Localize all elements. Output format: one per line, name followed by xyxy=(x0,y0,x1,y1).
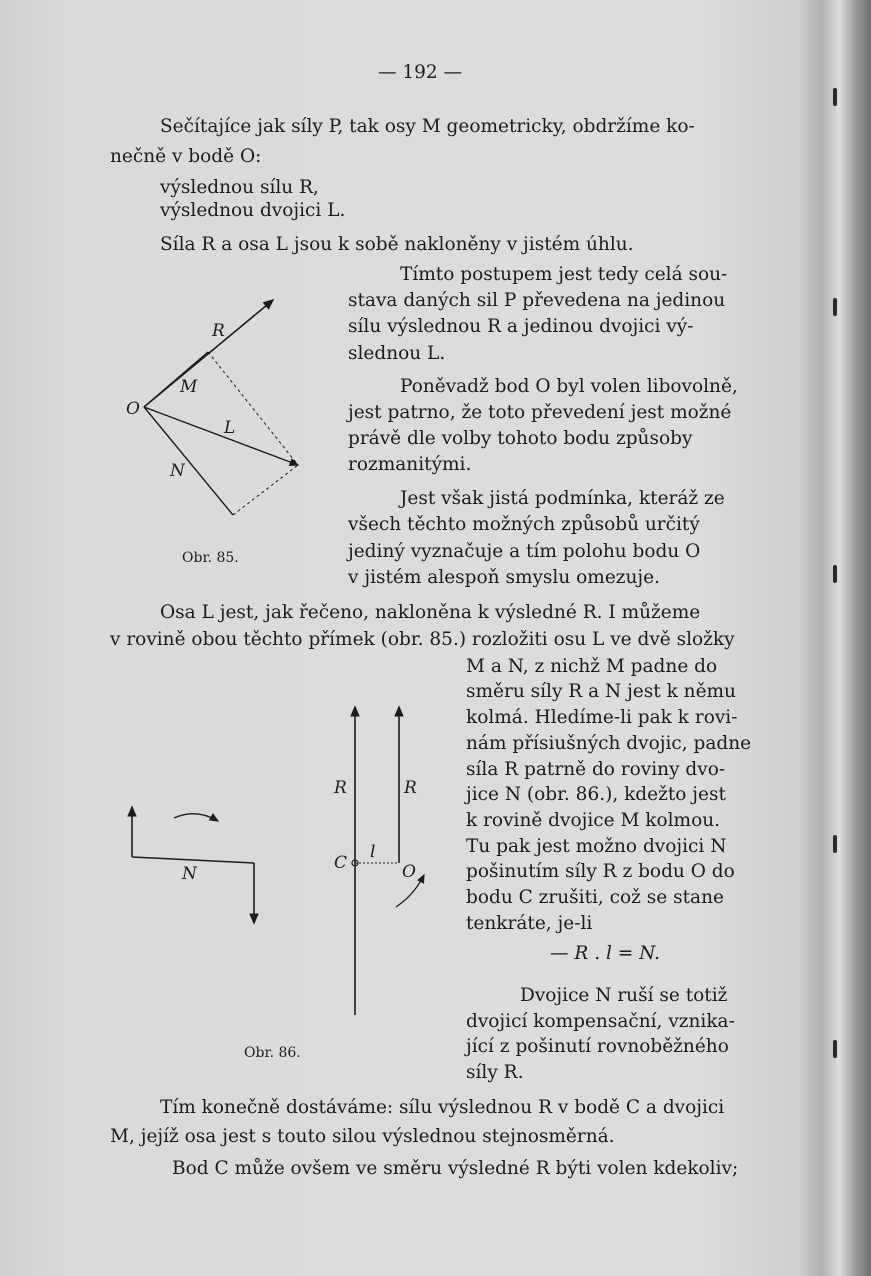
text-line: M a N, z nichž M padne do xyxy=(466,656,718,677)
text-line: rozmanitými. xyxy=(348,454,472,475)
equation: — R . l = N. xyxy=(550,943,661,964)
figure-86 xyxy=(118,695,448,1035)
text-line: jest patrno, že toto převedení jest možné xyxy=(348,402,732,423)
binding-stitch xyxy=(833,835,837,853)
text-line: dvojicí kompensační, vznika- xyxy=(466,1011,735,1032)
vector-M xyxy=(144,352,208,407)
rotation-arrow xyxy=(174,814,218,821)
text-line: všech těchto možných způsobů určitý xyxy=(348,514,700,535)
text-line: Tu pak jest možno dvojici N xyxy=(466,836,727,857)
text-line: tenkráte, je-li xyxy=(466,913,593,934)
text-line: stava daných sil P převedena na jedinou xyxy=(348,290,726,311)
text-line: výslednou sílu R, xyxy=(160,177,319,198)
label-C: C xyxy=(334,853,348,873)
label-M: M xyxy=(180,377,198,397)
label-O: O xyxy=(402,862,416,882)
label-L: L xyxy=(224,418,236,438)
text-line: Bod C může ovšem ve směru výsledné R býti volen kdekoliv; xyxy=(172,1158,739,1179)
label-O: O xyxy=(126,399,140,419)
text-line: Osa L jest, jak řečeno, nakloněna k výsledné R. I můžeme xyxy=(160,602,701,623)
text-line: sílu výslednou R a jedinou dvojici vý- xyxy=(348,316,694,337)
text-line: Jest však jistá podmínka, kteráž ze xyxy=(400,488,725,509)
text-line: Dvojice N ruší se totiž xyxy=(520,985,728,1006)
text-line: síla R patrně do roviny dvo- xyxy=(466,759,726,780)
label-R: R xyxy=(404,778,417,798)
text-line: nám přísiušných dvojic, padne xyxy=(466,733,752,754)
text-line: jící z pošinutí rovnoběžného xyxy=(466,1036,729,1057)
text-line: Síla R a osa L jsou k sobě nakloněny v jistém úhlu. xyxy=(160,234,634,255)
binding-stitch xyxy=(833,298,837,316)
binding-stitch xyxy=(833,565,837,583)
text-line: M, jejíž osa jest s touto silou výslednou stejnosměrná. xyxy=(110,1126,615,1147)
text-line: Tím konečně dostáváme: sílu výslednou R v bodě C a dvojici xyxy=(160,1097,725,1118)
figure-85 xyxy=(118,290,318,530)
text-line: nečně v bodě O: xyxy=(110,146,262,167)
binding-stitch xyxy=(833,1040,837,1058)
text-line: kolmá. Hledíme-li pak k rovi- xyxy=(466,707,738,728)
page-edge-shadow xyxy=(801,0,871,1276)
label-N: N xyxy=(170,461,185,481)
text-line: pošinutím síly R z bodu O do xyxy=(466,861,735,882)
couple-bar xyxy=(132,857,254,863)
label-N: N xyxy=(182,864,197,884)
page-number: — 192 — xyxy=(378,62,463,83)
text-line: Poněvadž bod O byl volen libovolně, xyxy=(400,376,738,397)
label-R: R xyxy=(334,778,347,798)
text-line: jediný vyznačuje a tím polohu bodu O xyxy=(348,541,701,562)
text-line: jice N (obr. 86.), kdežto jest xyxy=(466,784,726,805)
text-line: Sečítajíce jak síly P, tak osy M geometricky, obdržíme ko- xyxy=(160,116,695,137)
text-line: v jistém alespoň smyslu omezuje. xyxy=(348,567,660,588)
figure-86-caption: Obr. 86. xyxy=(244,1045,301,1061)
text-line: právě dle volby tohoto bodu způsoby xyxy=(348,428,693,449)
binding-stitch xyxy=(833,88,837,106)
text-line: slednou L. xyxy=(348,343,446,364)
text-line: k rovině dvojice M kolmou. xyxy=(466,810,721,831)
label-l: l xyxy=(370,842,376,862)
dashed-line xyxy=(233,465,298,515)
text-line: Tímto postupem jest tedy celá sou- xyxy=(400,264,728,285)
text-line: výslednou dvojici L. xyxy=(160,200,346,221)
text-line: v rovině obou těchto přímek (obr. 85.) rozložiti osu L ve dvě složky xyxy=(110,629,735,650)
label-R: R xyxy=(212,321,225,341)
text-line: směru síly R a N jest k němu xyxy=(466,681,736,702)
text-line: síly R. xyxy=(466,1062,524,1083)
text-line: bodu C zrušiti, což se stane xyxy=(466,887,724,908)
figure-85-caption: Obr. 85. xyxy=(182,550,239,566)
